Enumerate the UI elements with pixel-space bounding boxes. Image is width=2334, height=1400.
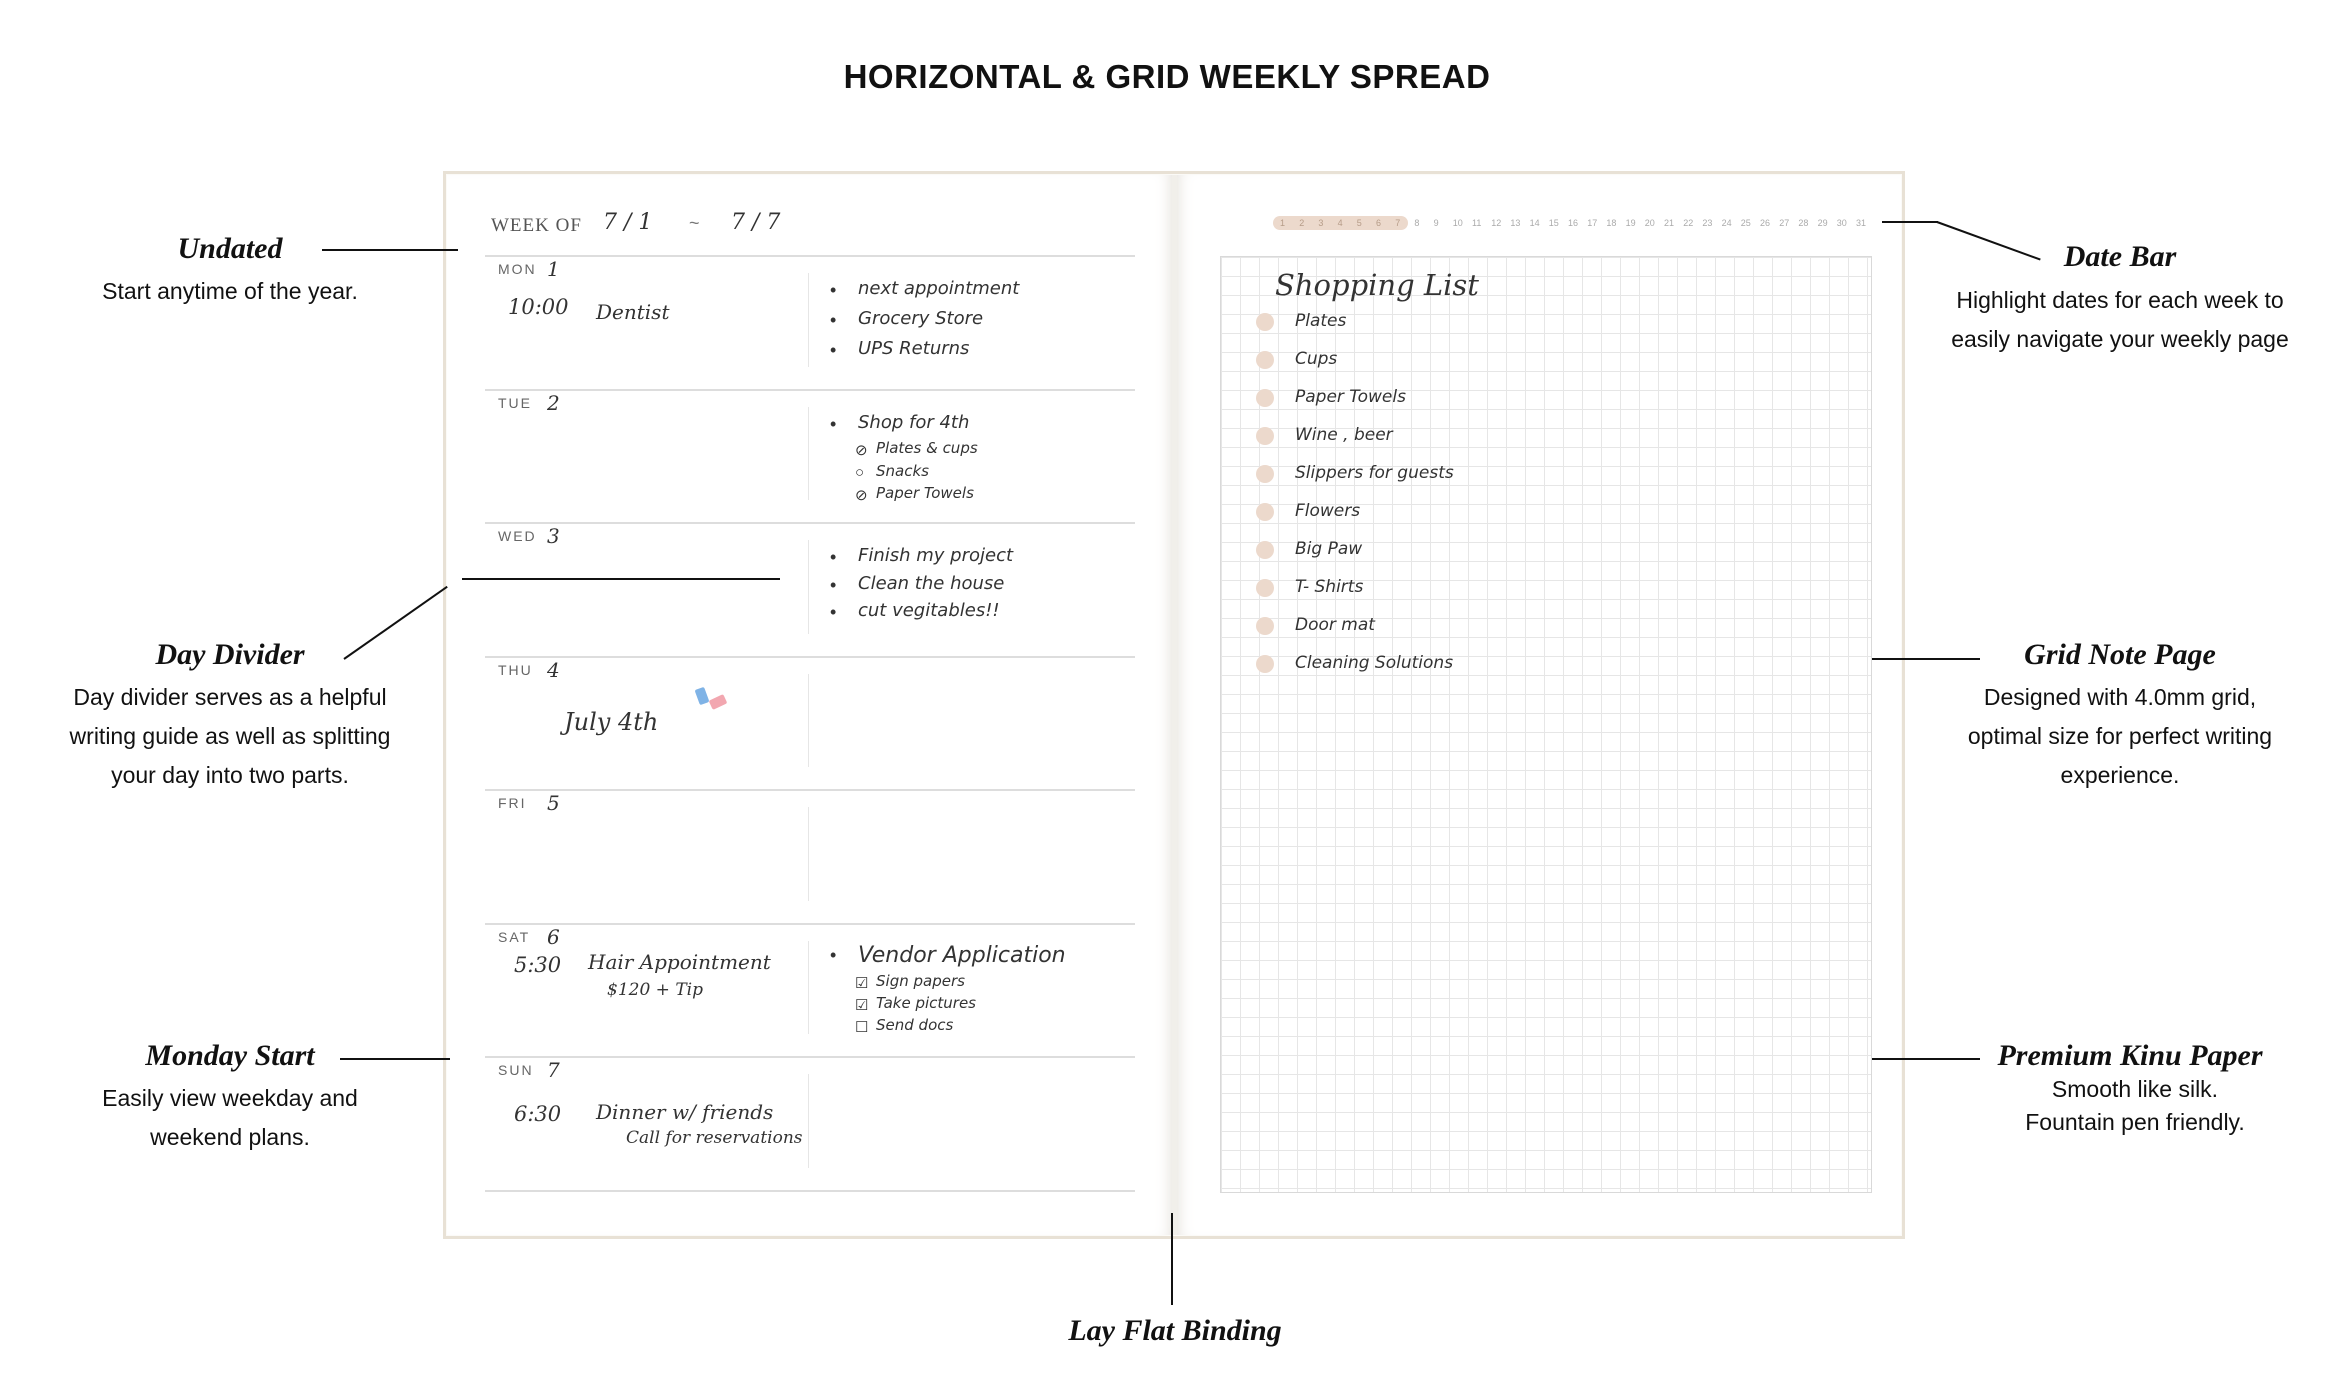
- day-divider-heading: Day Divider: [155, 638, 305, 671]
- day-label: SAT: [498, 928, 531, 945]
- date-bar-day: 29: [1817, 218, 1828, 228]
- day-label: WED: [498, 528, 537, 544]
- date-bar-day: 31: [1856, 218, 1867, 228]
- list-dot-icon: [1256, 389, 1274, 407]
- lay-flat-heading: Lay Flat Binding: [1068, 1314, 1282, 1347]
- monday-start-text-line: Easily view weekday and: [102, 1085, 358, 1111]
- day-label: THU: [498, 661, 533, 678]
- schedule-time: 10:00: [508, 295, 569, 319]
- shopping-list-item: Flowers: [1295, 501, 1361, 521]
- week-start: 7 / 1: [603, 210, 653, 235]
- date-bar-day: 13: [1510, 218, 1521, 228]
- task-item: Plates & cups: [876, 438, 978, 457]
- day-label: SUN: [498, 1062, 534, 1078]
- shopping-list-item: Wine , beer: [1295, 425, 1393, 445]
- day-divider-line: [485, 1190, 1135, 1192]
- day-divider-line: [485, 789, 1135, 791]
- date-bar-day: 12: [1491, 218, 1502, 228]
- bullet-icon: •: [830, 547, 837, 567]
- monday-start-text: [60, 1079, 400, 1157]
- date-bar-text-line: Highlight dates for each week to: [1956, 287, 2284, 313]
- date-bar-day: 9: [1433, 218, 1439, 228]
- day-divider-line: [485, 1056, 1135, 1058]
- date-bar-leader-line: [1882, 221, 1938, 223]
- day-label: MON: [498, 261, 537, 277]
- day-number: 5: [547, 791, 560, 815]
- day-divider-text: [40, 678, 420, 795]
- date-bar-day: 21: [1664, 218, 1675, 228]
- date-bar-day: 10: [1452, 218, 1463, 228]
- day-divider-text-line: Day divider serves as a helpful: [73, 684, 387, 710]
- date-bar-day: 18: [1606, 218, 1617, 228]
- task-item: UPS Returns: [858, 338, 970, 359]
- bullet-icon: •: [830, 340, 837, 360]
- bullet-icon: •: [830, 310, 837, 330]
- list-dot-icon: [1256, 351, 1274, 369]
- premium-paper-text-line: Fountain pen friendly.: [2025, 1109, 2245, 1135]
- grid-note-text-line: experience.: [2060, 762, 2180, 788]
- date-bar-day: 1: [1280, 218, 1286, 228]
- schedule-time: 6:30: [514, 1102, 562, 1126]
- shopping-list-item: Door mat: [1295, 615, 1375, 635]
- list-dot-icon: [1256, 427, 1274, 445]
- day-label: TUE: [498, 394, 532, 411]
- bullet-icon: •: [830, 413, 837, 434]
- day-split-divider: [808, 540, 809, 634]
- task-item: Take pictures: [876, 993, 976, 1012]
- day-number: 4: [547, 657, 560, 682]
- date-bar-day: 11: [1472, 218, 1482, 228]
- day-divider-line: [485, 522, 1135, 524]
- date-bar-day: 17: [1587, 218, 1598, 228]
- checkbox-icon: ○: [855, 463, 865, 481]
- date-bar-day: 4: [1337, 218, 1343, 228]
- day-number: 7: [547, 1058, 560, 1082]
- day-number: 3: [547, 524, 560, 548]
- undated-leader-line: [322, 249, 458, 251]
- schedule-entry: Call for reservations: [626, 1128, 803, 1148]
- shopping-list-item: T- Shirts: [1295, 577, 1364, 597]
- date-bar-day: 8: [1414, 218, 1420, 228]
- premium-paper-leader-line: [1872, 1058, 1980, 1060]
- task-item: Finish my project: [858, 545, 1014, 566]
- bullet-icon: •: [830, 575, 837, 595]
- day-divider-leader-line: [462, 578, 780, 580]
- schedule-entry: $120 + Tip: [607, 980, 703, 1000]
- day-split-divider: [808, 941, 809, 1035]
- task-item: Grocery Store: [858, 308, 984, 329]
- schedule-entry: Hair Appointment: [588, 950, 771, 974]
- date-bar-day: 14: [1529, 218, 1540, 228]
- date-bar-day: 7: [1395, 218, 1401, 228]
- day-number: 2: [547, 390, 560, 415]
- date-bar-day: 2: [1299, 218, 1305, 228]
- day-divider-text-line: writing guide as well as splitting: [69, 723, 391, 749]
- date-bar-day: 19: [1625, 218, 1636, 228]
- day-divider-line: [485, 255, 1135, 257]
- premium-paper-text-line: Smooth like silk.: [2051, 1076, 2219, 1102]
- date-bar-day: 24: [1721, 218, 1732, 228]
- task-item: Vendor Application: [858, 942, 1066, 968]
- checkbox-icon: ⊘: [855, 486, 868, 504]
- day-divider-text-line: your day into two parts.: [111, 762, 349, 788]
- list-dot-icon: [1256, 617, 1274, 635]
- schedule-entry: Dentist: [596, 300, 670, 324]
- list-dot-icon: [1256, 313, 1274, 331]
- shopping-list-item: Paper Towels: [1295, 387, 1406, 407]
- grid-note-heading: Grid Note Page: [2024, 638, 2216, 671]
- date-bar-day: 23: [1702, 218, 1713, 228]
- date-bar-heading: Date Bar: [2063, 240, 2177, 273]
- shopping-list-item: Cups: [1295, 349, 1338, 369]
- day-number: 1: [547, 257, 560, 281]
- date-bar-day: 28: [1798, 218, 1809, 228]
- task-item: next appointment: [858, 278, 1020, 299]
- monday-start-heading: Monday Start: [145, 1039, 315, 1072]
- lay-flat-leader-line: [1171, 1213, 1173, 1305]
- day-split-divider: [808, 674, 809, 768]
- task-item: Shop for 4th: [858, 411, 970, 433]
- date-bar-text: [1920, 281, 2320, 359]
- shopping-list-item: Plates: [1295, 311, 1347, 331]
- task-item: Paper Towels: [876, 483, 974, 502]
- checkbox-icon: ⊘: [855, 441, 868, 459]
- date-bar-day: 16: [1568, 218, 1579, 228]
- date-bar-day: 26: [1760, 218, 1771, 228]
- date-bar-day: 6: [1376, 218, 1382, 228]
- spine: [1172, 175, 1177, 1235]
- day-divider-leader-line: [343, 586, 447, 660]
- monday-start-leader-line: [340, 1058, 450, 1060]
- shopping-list-item: Cleaning Solutions: [1295, 653, 1454, 673]
- task-item: Clean the house: [858, 573, 1005, 594]
- day-split-divider: [808, 1074, 809, 1168]
- day-split-divider: [808, 807, 809, 901]
- task-item: Snacks: [876, 461, 929, 480]
- premium-paper-text: [1940, 1073, 2330, 1139]
- bullet-icon: •: [830, 944, 837, 965]
- premium-paper-heading: Premium Kinu Paper: [1997, 1039, 2263, 1072]
- grid-note-leader-line: [1872, 658, 1980, 660]
- bullet-icon: •: [830, 602, 837, 622]
- date-bar-day: 30: [1836, 218, 1847, 228]
- grid-note-text-line: optimal size for perfect writing: [1967, 723, 2273, 749]
- checkbox-icon: ☑: [855, 996, 869, 1014]
- grid-note-text: [1920, 678, 2320, 795]
- undated-heading: Undated: [177, 232, 283, 265]
- task-item: cut vegitables!!: [858, 600, 1000, 621]
- day-label: FRI: [498, 795, 527, 811]
- day-number: 6: [547, 924, 560, 949]
- checkbox-icon: ☐: [855, 1018, 869, 1036]
- date-bar-day: 3: [1318, 218, 1324, 228]
- grid-note-text-line: Designed with 4.0mm grid,: [1983, 684, 2257, 710]
- day-divider-line: [485, 656, 1135, 658]
- day-split-divider: [808, 407, 809, 501]
- week-end: 7 / 7: [731, 210, 781, 235]
- date-bar-day: 20: [1644, 218, 1655, 228]
- schedule-time: 5:30: [514, 953, 562, 977]
- task-item: Sign papers: [876, 971, 965, 990]
- week-of-label: WEEK OF: [491, 215, 582, 236]
- shopping-list-item: Big Paw: [1295, 539, 1363, 559]
- bullet-icon: •: [830, 280, 837, 300]
- day-divider-line: [485, 389, 1135, 391]
- date-bar-day: 22: [1683, 218, 1694, 228]
- page-title: HORIZONTAL & GRID WEEKLY SPREAD: [843, 58, 1491, 95]
- date-bar-text-line: easily navigate your weekly page: [1951, 326, 2289, 352]
- list-dot-icon: [1256, 541, 1274, 559]
- monday-start-text-line: weekend plans.: [150, 1124, 310, 1150]
- list-dot-icon: [1256, 655, 1274, 673]
- date-bar-day: 25: [1740, 218, 1751, 228]
- day-divider-line: [485, 923, 1135, 925]
- checkbox-icon: ☑: [855, 974, 869, 992]
- schedule-entry: Dinner w/ friends: [596, 1100, 774, 1124]
- date-bar-day: 27: [1779, 218, 1790, 228]
- week-separator: ~: [689, 213, 700, 233]
- day-split-divider: [808, 273, 809, 367]
- list-dot-icon: [1256, 579, 1274, 597]
- undated-text: Start anytime of the year.: [102, 278, 358, 304]
- list-dot-icon: [1256, 465, 1274, 483]
- date-bar-day: 5: [1356, 218, 1362, 228]
- date-bar-day: 15: [1548, 218, 1559, 228]
- task-item: Send docs: [876, 1015, 954, 1034]
- list-dot-icon: [1256, 503, 1274, 521]
- shopping-list-item: Slippers for guests: [1295, 463, 1454, 483]
- schedule-entry: July 4th: [564, 708, 659, 736]
- shopping-list-title: Shopping List: [1275, 268, 1479, 302]
